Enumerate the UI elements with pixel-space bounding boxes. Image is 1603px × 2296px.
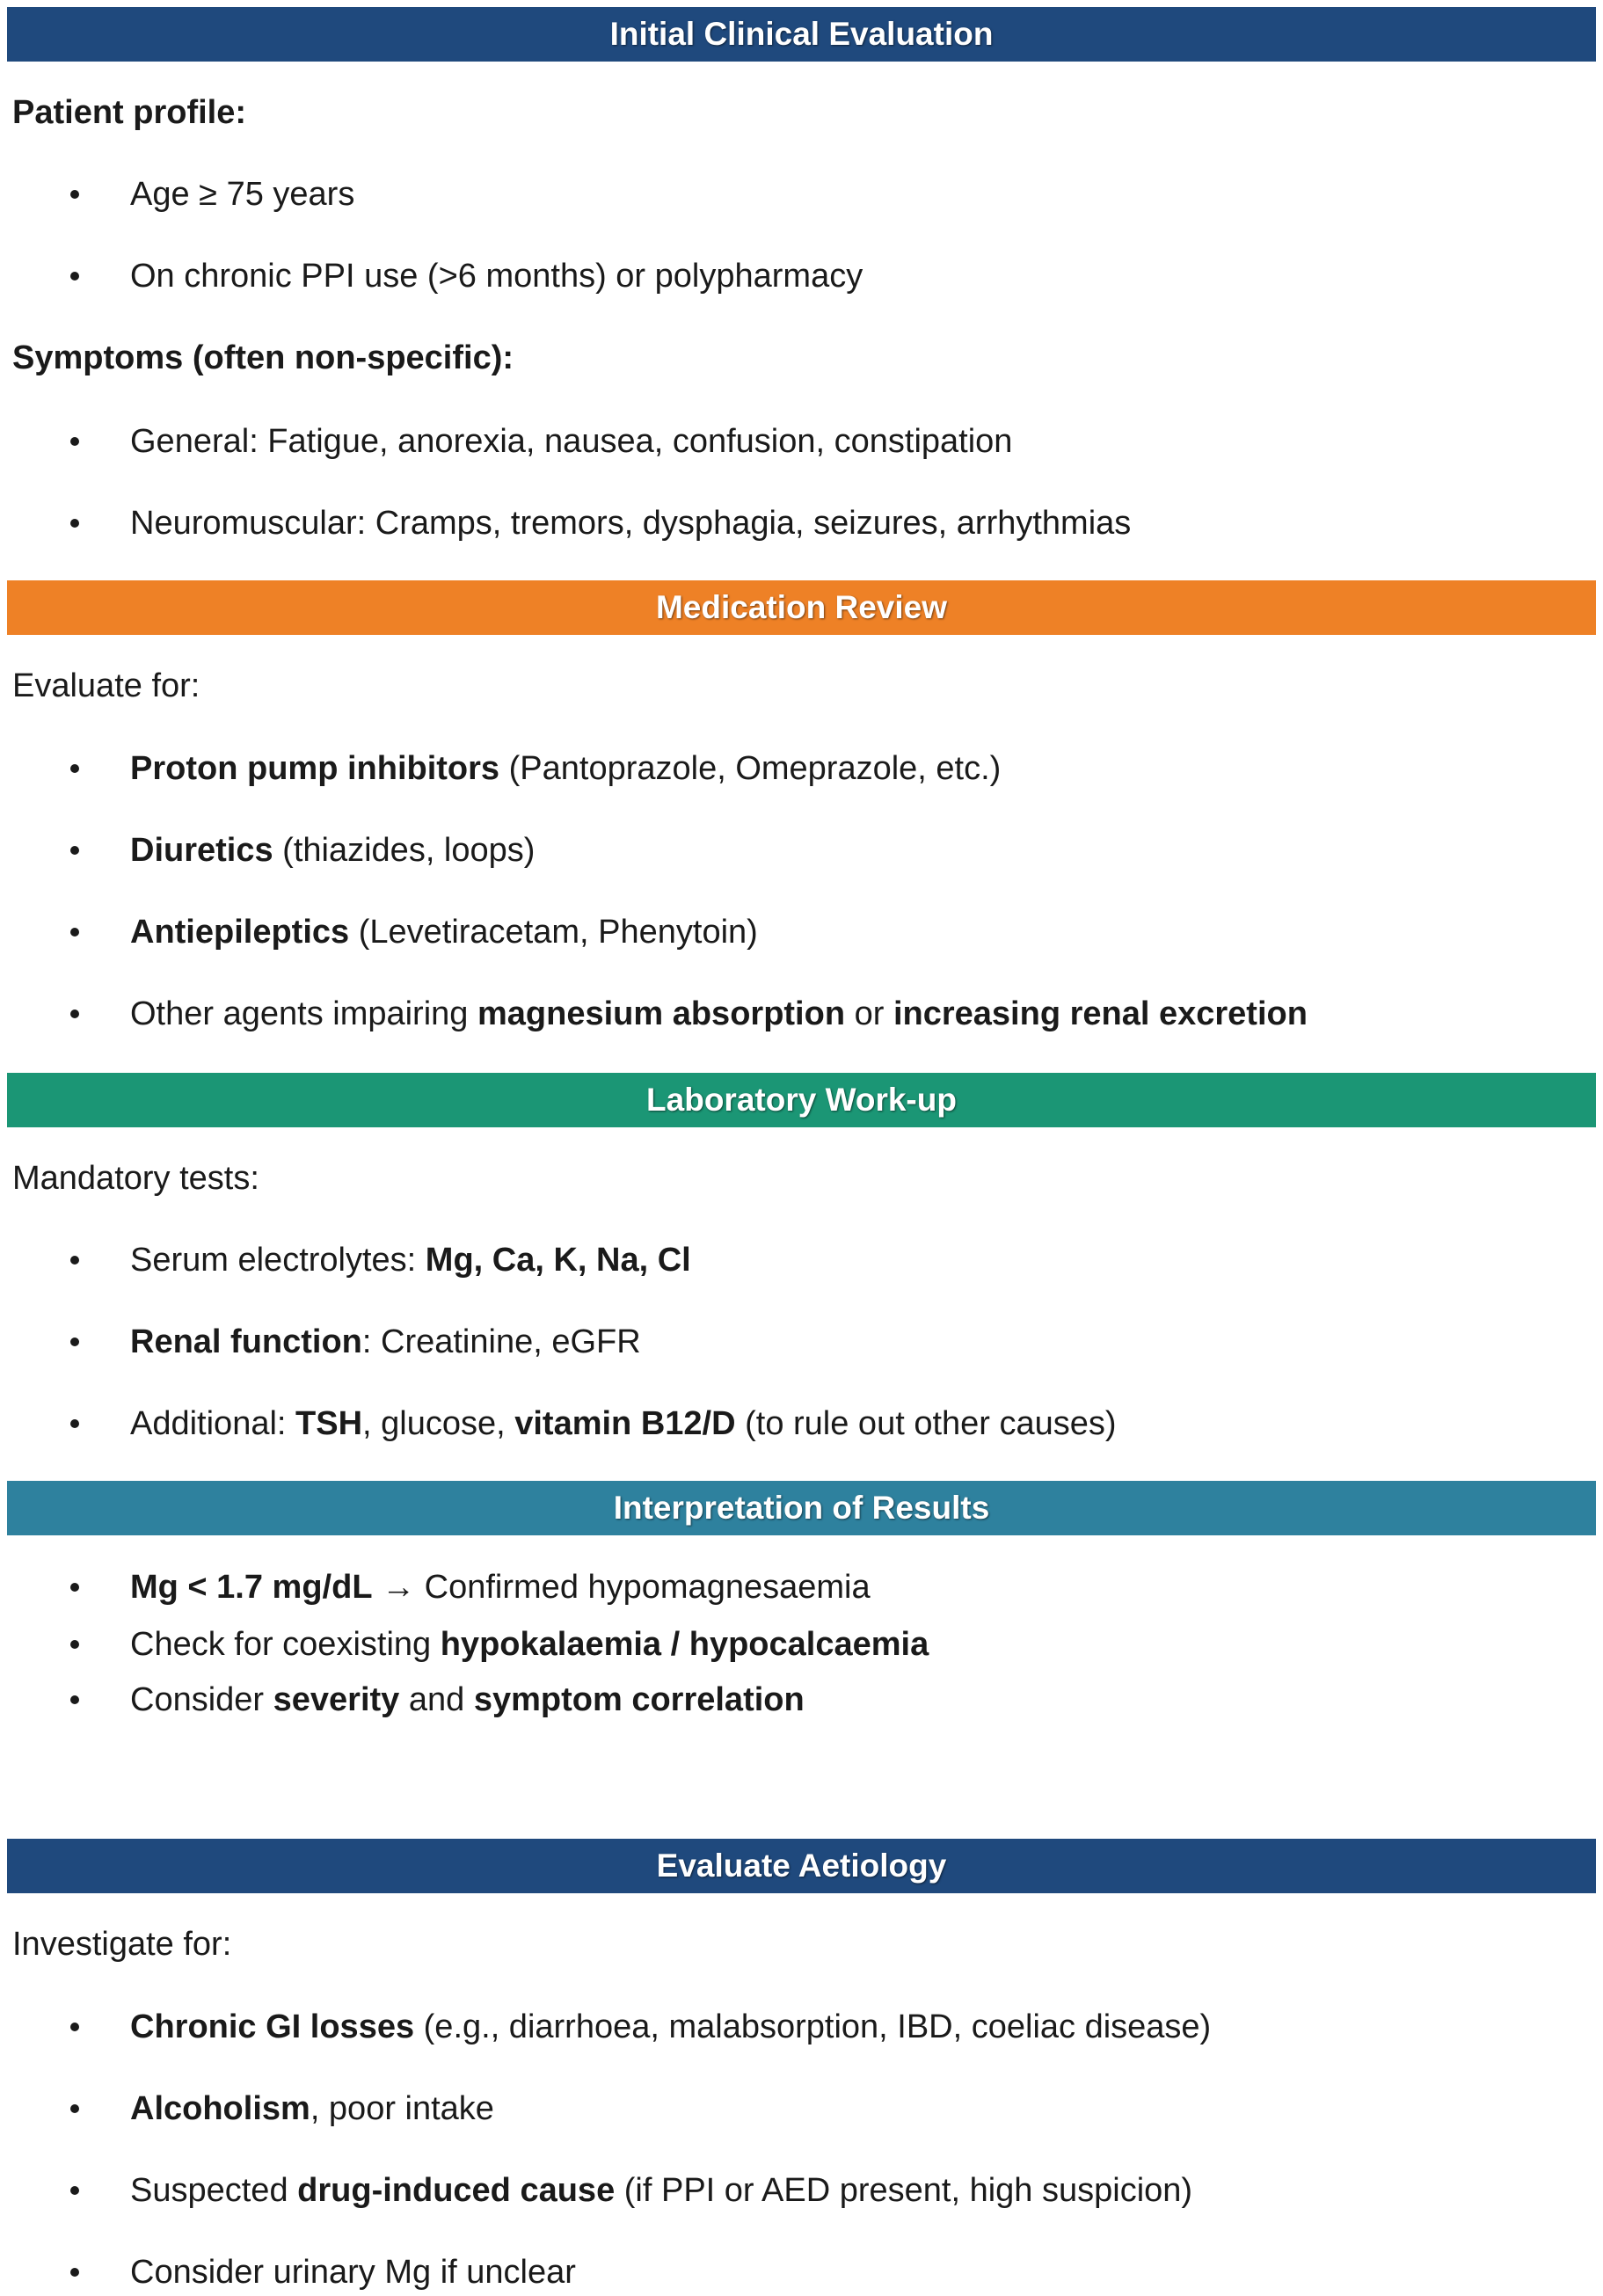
item-text: or: [845, 995, 893, 1032]
bullet-icon: [70, 437, 79, 446]
item-text: Additional:: [130, 1405, 296, 1442]
section-header-medication: [7, 580, 1596, 635]
item-bold-text: Mg < 1.7 mg/dL: [130, 1569, 373, 1606]
section-title: Evaluate Aetiology: [656, 1848, 947, 1884]
symptoms-label: Symptoms (often non-specific):: [12, 339, 514, 376]
item-bold-text: increasing renal excretion: [893, 995, 1308, 1032]
item-text: : Creatinine, eGFR: [361, 1323, 641, 1360]
section-header-aetiology: [7, 1839, 1596, 1893]
item-text: (Pantoprazole, Omeprazole, etc.): [499, 750, 1002, 787]
item-bold-text: Chronic GI losses: [130, 2008, 415, 2045]
patient-profile-label: Patient profile:: [12, 94, 247, 131]
item-bold-text: Antiepileptics: [130, 914, 350, 951]
item-text: (to rule out other causes): [735, 1405, 1117, 1442]
item-text: (Levetiracetam, Phenytoin): [349, 914, 758, 951]
bullet-icon: [70, 1338, 79, 1346]
bullet-icon: [70, 1256, 79, 1265]
section-title: Initial Clinical Evaluation: [609, 16, 994, 52]
item-bold-text: TSH: [295, 1405, 363, 1442]
bullet-icon: [70, 1419, 79, 1428]
bullet-icon: [70, 1583, 79, 1592]
item-text: , glucose,: [362, 1405, 515, 1442]
item-text: Neuromuscular: Cramps, tremors, dysphagia, seizures, arrhythmias: [130, 505, 1132, 542]
section-title: Medication Review: [655, 589, 948, 625]
item-text: and: [399, 1681, 474, 1718]
item-text: Other agents impairing: [130, 995, 477, 1032]
item-bold-text: severity: [273, 1681, 400, 1718]
bullet-icon: [70, 764, 79, 773]
item-text: On chronic PPI use (>6 months) or polypharmacy: [130, 258, 863, 295]
section-title: Laboratory Work-up: [646, 1082, 957, 1118]
item-bold-text: drug-induced cause: [297, 2172, 616, 2209]
section-header-interpretation: [7, 1481, 1596, 1535]
item-text: Serum electrolytes:: [130, 1242, 426, 1279]
item-text: Check for coexisting: [130, 1626, 441, 1663]
item-bold-text: Diuretics: [130, 832, 273, 869]
item-bold-text: vitamin B12/D: [514, 1405, 736, 1442]
bullet-icon: [70, 190, 79, 199]
bullet-icon: [70, 2186, 79, 2195]
lab-intro: Mandatory tests:: [12, 1160, 259, 1197]
bullet-icon: [70, 272, 79, 281]
bullet-icon: [70, 928, 79, 937]
section-title: Interpretation of Results: [613, 1490, 990, 1526]
item-text: (e.g., diarrhoea, malabsorption, IBD, coeliac disease): [414, 2008, 1212, 2045]
item-text: Consider urinary Mg if unclear: [130, 2254, 576, 2291]
bullet-icon: [70, 846, 79, 855]
item-text: , poor intake: [310, 2090, 494, 2127]
section-header-initial: [7, 7, 1596, 62]
item-text: → Confirmed hypomagnesaemia: [372, 1569, 871, 1606]
item-text: (if PPI or AED present, high suspicion): [615, 2172, 1193, 2209]
bullet-icon: [70, 2104, 79, 2113]
item-bold-text: Mg, Ca, K, Na, Cl: [425, 1242, 691, 1279]
item-text: (thiazides, loops): [273, 832, 536, 869]
section-header-lab: [7, 1073, 1596, 1127]
bullet-icon: [70, 1640, 79, 1649]
bullet-icon: [70, 2023, 79, 2031]
item-text: Consider: [130, 1681, 273, 1718]
bullet-icon: [70, 1695, 79, 1704]
item-text: Age ≥ 75 years: [130, 176, 355, 213]
item-bold-text: Renal function: [130, 1323, 362, 1360]
bullet-icon: [70, 2268, 79, 2277]
item-bold-text: symptom correlation: [473, 1681, 805, 1718]
item-text: General: Fatigue, anorexia, nausea, confusion, constipation: [130, 423, 1013, 460]
medication-intro: Evaluate for:: [12, 667, 200, 704]
item-bold-text: Proton pump inhibitors: [130, 750, 500, 787]
aetiology-intro: Investigate for:: [12, 1926, 232, 1963]
item-bold-text: magnesium absorption: [477, 995, 846, 1032]
bullet-icon: [70, 519, 79, 528]
item-bold-text: hypokalaemia / hypocalcaemia: [440, 1626, 929, 1663]
bullet-icon: [70, 1010, 79, 1018]
item-bold-text: Alcoholism: [130, 2090, 310, 2127]
item-text: Suspected: [130, 2172, 298, 2209]
